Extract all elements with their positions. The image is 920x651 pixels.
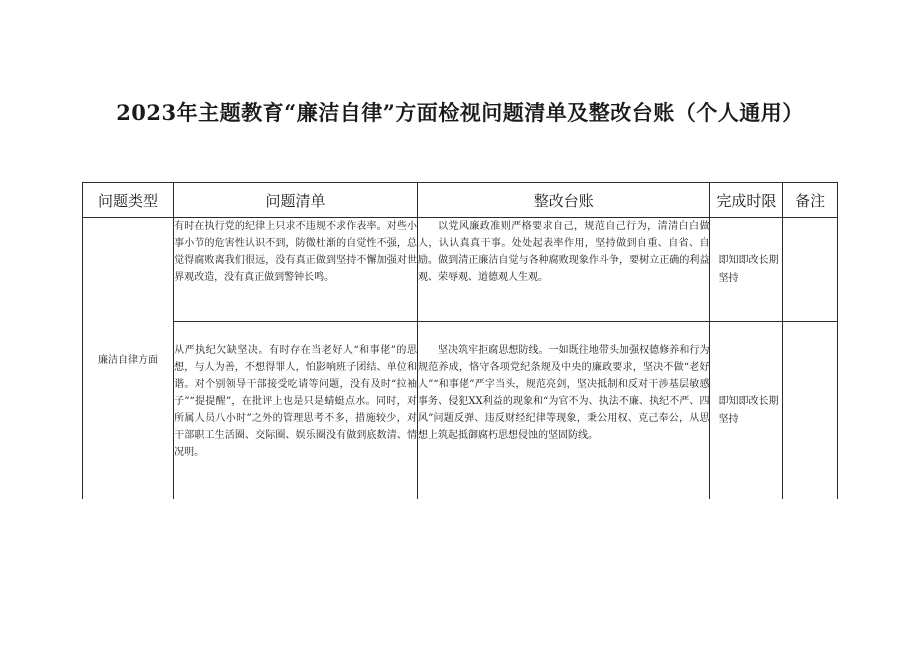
header-deadline: 完成时限: [710, 183, 783, 218]
deadline-cell: 即知即改长期坚持: [710, 218, 783, 322]
rectification-cell: 坚决筑牢拒腐思想防线。一如既往地带头加强权德修养和行为规范养成，恪守各项党纪条规及中央的廉政要求，坚决不做“老好人”“和事佬”严字当头，规范亮剑，坚决抵制和反对干涉基层敏感事务、侵犯XX利益的现象和“为官不为、执法不廉、执纪不严、四风”问题反弹、违反财经纪律等现象，秉公用权、克己奉公，从思想上筑起抵御腐朽思想侵蚀的坚固防线。: [417, 322, 709, 500]
rectification-cell: 以党风廉政准则严格要求自己，规范自己行为，清清白白做人，认认真真干事。处处起表率作用，坚持做到自重、自省、自励。做到清正廉洁自觉与各种腐败现象作斗争，要树立正确的利益观、荣辱观、道德观人生观。: [417, 218, 709, 322]
table-row: [83, 218, 838, 322]
header-problems: 问题清单: [174, 183, 418, 218]
table-header-row: [83, 183, 838, 218]
deadline-cell: 即知即改长期坚持: [710, 322, 783, 500]
page-title: 2023年主题教育“廉洁自律”方面检视问题清单及整改台账（个人通用）: [116, 100, 804, 125]
problem-cell: 从严执纪欠缺坚决。有时存在当老好人“和事佬”的思想，与人为善，不想得罪人，怕影响班子团结、单位和谐。对个别领导干部接受吃请等问题，没有及时“拉袖子”“提提醒”，在批评上也是只是蜻蜓点水。同时，对所属人员八小时”之外的管理思考不多，措施较少，对干部职工生活圈、交际圈、娱乐圈没有做到底数清、情况明。: [174, 322, 418, 500]
category-cell: 廉洁自律方面: [83, 218, 174, 500]
notes-cell: [783, 322, 838, 500]
header-rectification: 整改台账: [417, 183, 709, 218]
rectification-table: [82, 182, 838, 499]
header-type: 问题类型: [83, 183, 174, 218]
notes-cell: [783, 218, 838, 322]
header-notes: 备注: [783, 183, 838, 218]
table-row: [83, 322, 838, 500]
problem-cell: 有时在执行党的纪律上只求不违规不求作表率。对些小事小节的危害性认识不到，防微杜渐的自觉性不强，总觉得腐败离我们很远，没有真正做到坚持不懈加强对世界观改造，没有真正做到警钟长鸣。: [174, 218, 418, 322]
